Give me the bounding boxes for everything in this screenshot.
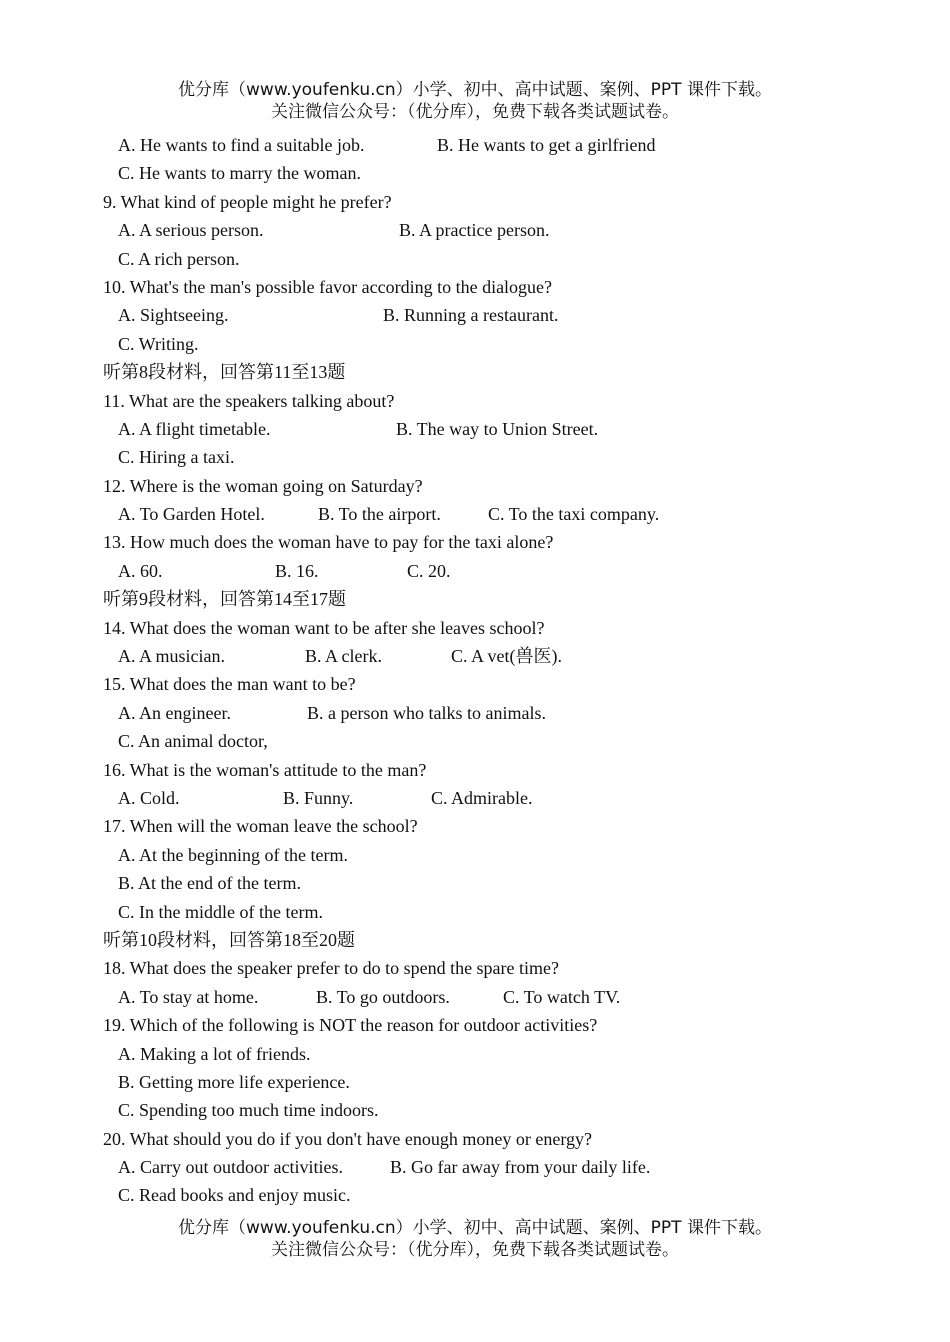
q20-option-a: A. Carry out outdoor activities. [118, 1157, 343, 1178]
q18-option-b: B. To go outdoors. [316, 986, 450, 1007]
q9-option-a: A. A serious person. [118, 220, 264, 241]
exam-content [103, 131, 903, 1210]
q8-option-c: C. He wants to marry the woman. [118, 163, 361, 184]
q15-options-row-2 [103, 727, 903, 755]
q19-option-a: A. Making a lot of friends. [118, 1043, 311, 1064]
q19-option-a-row [103, 1040, 903, 1068]
q19-option-b: B. Getting more life experience. [118, 1071, 350, 1092]
q17-option-b: B. At the end of the term. [118, 873, 301, 894]
page-footer [0, 1217, 950, 1261]
q17-option-a-row [103, 841, 903, 869]
q9-option-c: C. A rich person. [118, 248, 240, 269]
q14-options-row [103, 642, 903, 670]
q13-option-a: A. 60. [118, 560, 163, 581]
q8-options-row-1 [103, 131, 903, 159]
q8-options-row-2 [103, 159, 903, 187]
q14-option-b: B. A clerk. [305, 646, 382, 667]
q20-option-c: C. Read books and enjoy music. [118, 1185, 351, 1206]
q15-option-b: B. a person who talks to animals. [307, 702, 546, 723]
q9-options-row-1 [103, 216, 903, 244]
q19-option-c: C. Spending too much time indoors. [118, 1100, 379, 1121]
q17-stem: 17. When will the woman leave the school? [103, 816, 418, 837]
q11-option-b: B. The way to Union Street. [396, 418, 599, 439]
footer-line-1: 优分库（www.youfenku.cn）小学、初中、高中试题、案例、PPT 课件下载。 [178, 1218, 772, 1238]
q13-option-b: B. 16. [275, 560, 319, 581]
q17-option-c: C. In the middle of the term. [118, 901, 323, 922]
q12-stem: 12. Where is the woman going on Saturday? [103, 475, 423, 496]
q14-option-c: C. A vet(兽医). [451, 646, 562, 667]
q11-options-row-2 [103, 443, 903, 471]
q13-option-c: C. 20. [407, 560, 451, 581]
q14-option-a: A. A musician. [118, 646, 225, 667]
q15-options-row-1 [103, 699, 903, 727]
q18-stem: 18. What does the speaker prefer to do to spend the spare time? [103, 958, 560, 979]
q19-stem: 19. Which of the following is NOT the reason for outdoor activities? [103, 1015, 598, 1036]
page-header [0, 79, 950, 123]
q15-option-c: C. An animal doctor, [118, 731, 268, 752]
q19-option-c-row [103, 1096, 903, 1124]
q11-options-row-1 [103, 415, 903, 443]
q16-options-row [103, 784, 903, 812]
q12-option-c: C. To the taxi company. [488, 504, 660, 525]
q15-option-a: A. An engineer. [118, 702, 231, 723]
q17-option-b-row [103, 869, 903, 897]
q10-options-row-2 [103, 330, 903, 358]
q14-stem: 14. What does the woman want to be after she leaves school? [103, 617, 545, 638]
q18-option-a: A. To stay at home. [118, 986, 259, 1007]
q10-option-a: A. Sightseeing. [118, 305, 229, 326]
q9-options-row-2 [103, 245, 903, 273]
q13-options-row [103, 557, 903, 585]
q13-stem: 13. How much does the woman have to pay for the taxi alone? [103, 532, 554, 553]
q11-option-a: A. A flight timetable. [118, 418, 271, 439]
q20-options-row-1 [103, 1153, 903, 1181]
q18-options-row [103, 983, 903, 1011]
q12-options-row [103, 500, 903, 528]
q20-option-b: B. Go far away from your daily life. [390, 1157, 651, 1178]
section-9-heading: 听第9段材料，回答第14至17题 [103, 589, 346, 610]
q11-stem: 11. What are the speakers talking about? [103, 390, 395, 411]
q9-option-b: B. A practice person. [399, 220, 550, 241]
footer-line-2: 关注微信公众号：（优分库），免费下载各类试题试卷。 [271, 1240, 679, 1260]
q10-option-b: B. Running a restaurant. [383, 305, 559, 326]
q8-option-a: A. He wants to find a suitable job. [118, 135, 365, 155]
header-line-2: 关注微信公众号：（优分库），免费下载各类试题试卷。 [271, 102, 679, 122]
q9-stem: 9. What kind of people might he prefer? [103, 191, 392, 212]
q11-option-c: C. Hiring a taxi. [118, 447, 235, 468]
q12-option-a: A. To Garden Hotel. [118, 504, 265, 525]
q16-option-b: B. Funny. [283, 787, 354, 808]
q20-stem: 20. What should you do if you don't have enough money or energy? [103, 1128, 592, 1149]
q15-stem: 15. What does the man want to be? [103, 674, 356, 695]
q10-options-row-1 [103, 301, 903, 329]
q16-stem: 16. What is the woman's attitude to the man? [103, 759, 427, 780]
q17-option-a: A. At the beginning of the term. [118, 844, 348, 865]
header-line-1: 优分库（www.youfenku.cn）小学、初中、高中试题、案例、PPT 课件下载。 [178, 80, 772, 100]
q16-option-a: A. Cold. [118, 787, 180, 808]
q12-option-b: B. To the airport. [318, 504, 441, 525]
q17-option-c-row [103, 898, 903, 926]
q8-option-b: B. He wants to get a girlfriend [437, 135, 656, 155]
section-8-heading: 听第8段材料，回答第11至13题 [103, 362, 346, 383]
section-10-heading: 听第10段材料，回答第18至20题 [103, 929, 355, 950]
q16-option-c: C. Admirable. [431, 787, 533, 808]
q18-option-c: C. To watch TV. [503, 986, 621, 1007]
q19-option-b-row [103, 1068, 903, 1096]
q10-stem: 10. What's the man's possible favor according to the dialogue? [103, 276, 553, 297]
q20-options-row-2 [103, 1181, 903, 1209]
q10-option-c: C. Writing. [118, 333, 199, 354]
